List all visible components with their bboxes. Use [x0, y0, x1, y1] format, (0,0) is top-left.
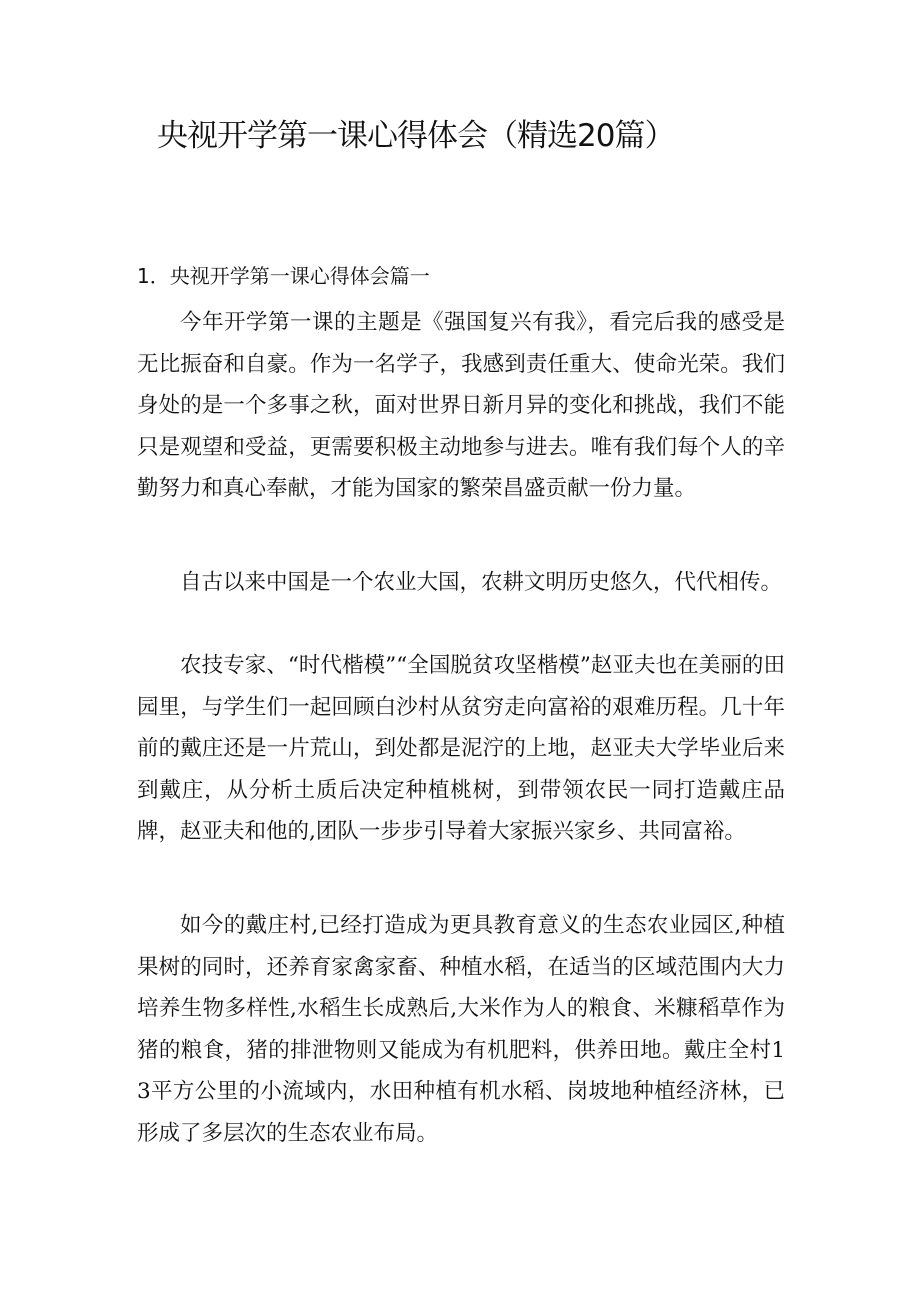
document-title: 央视开学第一课心得体会（精选20篇） — [157, 118, 675, 154]
paragraph-2: 自古以来中国是一个农业大国，农耕文明历史悠久，代代相传。 — [180, 570, 783, 595]
section-heading: 1．央视开学第一课心得体会篇一 — [137, 264, 430, 288]
paragraph-4: 如今的戴庄村,已经打造成为更具教育意义的生态农业园区,种植果树的同时，还养育家禽家畜、种植水稻，在适当的区域范围内大力培养生物多样性,水稻生长成熟后,大米作为人的粮食、米糠稻草作为猪的粮食，猪的排泄物则又能成为有机肥料，供养田地。戴庄全村13平方公里的小流域内，水田种植有机水稻、岗坡地种植经济林，已形成了多层次的生态农业布局。 — [137, 913, 785, 1146]
paragraph-1: 今年开学第一课的主题是《强国复兴有我》，看完后我的感受是无比振奋和自豪。作为一名学子，我感到责任重大、使命光荣。我们身处的是一个多事之秋，面对世界日新月异的变化和挑战，我们不能只是观望和受益，更需要积极主动地参与进去。唯有我们每个人的辛勤努力和真心奉献，才能为国家的繁荣昌盛贡献一份力量。 — [137, 310, 785, 501]
paragraph-3: 农技专家、“时代楷模”“全国脱贫攻坚楷模”赵亚夫也在美丽的田园里，与学生们一起回顾白沙村从贫穷走向富裕的艰难历程。几十年前的戴庄还是一片荒山，到处都是泥泞的上地，赵亚夫大学毕业后来到戴庄，从分析土质后决定种植桃树，到带领农民一同打造戴庄品牌，赵亚夫和他的,团队一步步引导着大家振兴家乡、共同富裕。 — [137, 653, 785, 844]
